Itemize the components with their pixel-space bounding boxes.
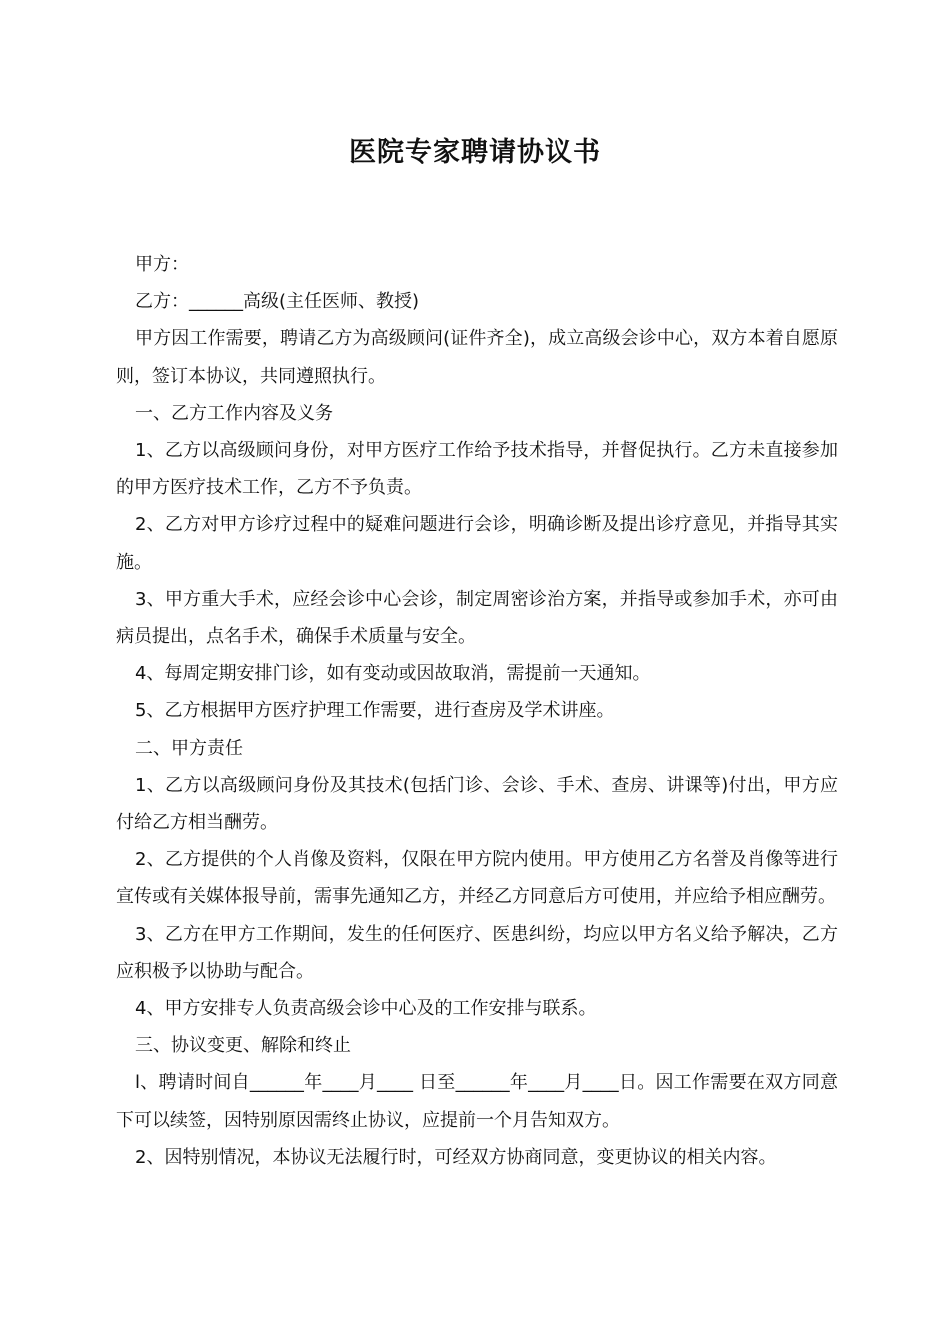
clause-1-1: 1、乙方以高级顾问身份，对甲方医疗工作给予技术指导，并督促执行。乙方未直接参加的甲方医疗技术工作，乙方不予负责。 — [116, 440, 838, 499]
clause-2-4: 4、甲方安排专人负责高级会诊中心及的工作安排与联系。 — [135, 998, 597, 1020]
clause-2-2: 2、乙方提供的个人肖像及资料，仅限在甲方院内使用。甲方使用乙方名誉及肖像等进行宣传或有关媒体报导前，需事先通知乙方，并经乙方同意后方可使用，并应给予相应酬劳。 — [116, 849, 838, 908]
clause-2-1: 1、乙方以高级顾问身份及其技术(包括门诊、会诊、手术、查房、讲课等)付出，甲方应付给乙方相当酬劳。 — [116, 774, 838, 834]
paragraph-party-b: 乙方：______高级(主任医师、教授) — [135, 291, 420, 313]
clause-1-3: 3、甲方重大手术，应经会诊中心会诊，制定周密诊治方案，并指导或参加手术，亦可由病员提出，点名手术，确保手术质量与安全。 — [116, 588, 838, 648]
clause-1-4: 4、每周定期安排门诊，如有变动或因故取消，需提前一天通知。 — [135, 663, 651, 685]
clause-3-1: l、聘请时间自______年____月____ 日至______年____月____日。因工作需要在双方同意下可以续签，因特别原因需终止协议，应提前一个月告知双方。 — [116, 1072, 838, 1131]
clause-3-2: 2、因特别情况，本协议无法履行时，可经双方协商同意，变更协议的相关内容。 — [135, 1146, 777, 1168]
document-title: 医院专家聘请协议书 — [349, 137, 601, 168]
document-body — [116, 246, 838, 1176]
section-heading-1: 一、乙方工作内容及义务 — [135, 402, 333, 424]
section-heading-2: 二、甲方责任 — [135, 737, 243, 759]
clause-1-2: 2、乙方对甲方诊疗过程中的疑难问题进行会诊，明确诊断及提出诊疗意见，并指导其实施。 — [116, 514, 838, 573]
paragraph-intro: 甲方因工作需要，聘请乙方为高级顾问(证件齐全)，成立高级会诊中心，双方本着自愿原则，签订本协议，共同遵照执行。 — [116, 328, 838, 387]
paragraph-party-a: 甲方： — [135, 254, 189, 275]
section-heading-3: 三、协议变更、解除和终止 — [135, 1035, 351, 1057]
clause-2-3: 3、乙方在甲方工作期间，发生的任何医疗、医患纠纷，均应以甲方名义给予解决，乙方应积极予以协助与配合。 — [116, 923, 838, 982]
clause-1-5: 5、乙方根据甲方医疗护理工作需要，进行查房及学术讲座。 — [135, 700, 615, 722]
